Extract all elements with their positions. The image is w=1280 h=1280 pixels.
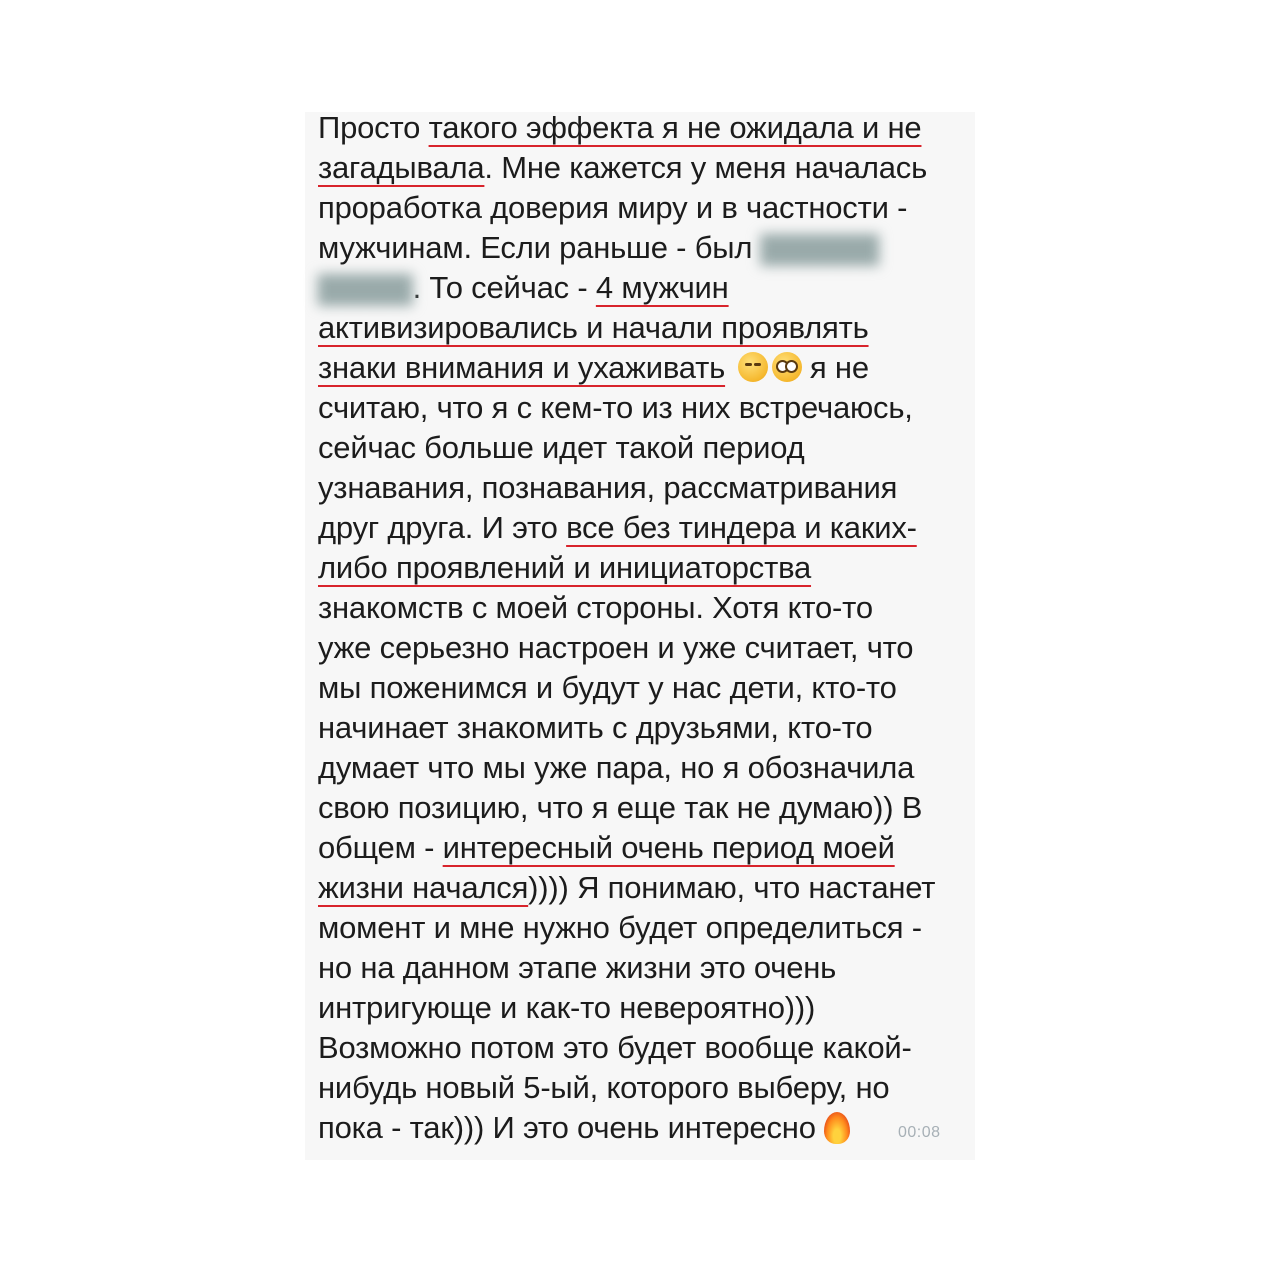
message-text: [318, 108, 978, 1148]
message-line: загадывала. Мне кажется у меня началась: [318, 150, 928, 185]
highlighted-text: 4 мужчин: [595, 270, 729, 305]
highlighted-text: загадывала: [318, 150, 485, 185]
message-line: узнавания, познавания, рассматривания: [318, 470, 898, 505]
message-line: мужчинам. Если раньше - был ▇▇▇▇▇: [318, 228, 978, 268]
redacted-text: ▇▇▇▇▇: [760, 230, 879, 265]
message-line: свою позицию, что я еще так не думаю)) В: [318, 790, 923, 825]
message-line: знаки внимания и ухаживать я не: [318, 350, 869, 385]
message-line: Возможно потом это будет вообще какой-: [318, 1030, 912, 1065]
message-line: жизни начался)))) Я понимаю, что настанет: [318, 870, 936, 905]
message-line: считаю, что я с кем-то из них встречаюсь,: [318, 390, 913, 425]
message-line: сейчас больше идет такой период: [318, 430, 805, 465]
message-line: нибудь новый 5-ый, которого выберу, но: [318, 1070, 890, 1105]
message-line: [318, 548, 978, 588]
redacted-text: ▇▇▇▇: [318, 270, 413, 305]
message-line: друг друга. И это все без тиндера и каких-: [318, 510, 917, 545]
message-line: уже серьезно настроен и уже считает, что: [318, 630, 914, 665]
highlighted-text: такого эффекта я не ожидала и не: [428, 110, 922, 145]
message-line: думает что мы уже пара, но я обозначила: [318, 750, 915, 785]
highlighted-text: интересный очень период моей: [442, 830, 895, 865]
message-line: Просто такого эффекта я не ожидала и не: [318, 110, 922, 145]
message-line: интригующе и как-то невероятно))): [318, 990, 816, 1025]
message-line: мы поженимся и будут у нас дети, кто-то: [318, 670, 897, 705]
message-line: [318, 308, 978, 348]
message-line: ▇▇▇▇. То сейчас - 4 мужчин: [318, 268, 978, 308]
highlighted-text: жизни начался: [318, 870, 529, 905]
message-line: начинает знакомить с друзьями, кто-то: [318, 710, 873, 745]
message-line: общем - интересный очень период моей: [318, 830, 895, 865]
smirking-face-icon: [738, 352, 768, 382]
message-line: знакомств с моей стороны. Хотя кто-то: [318, 590, 873, 625]
highlighted-text: все без тиндера и каких-: [566, 510, 917, 545]
highlighted-text: либо проявлений и инициаторства: [318, 550, 812, 585]
fire-icon: [824, 1112, 850, 1144]
flushed-face-icon: [772, 352, 802, 382]
message-timestamp: 00:08: [898, 1124, 941, 1141]
message-line: пока - так))) И это очень интересно: [318, 1108, 978, 1148]
message-line: момент и мне нужно будет определиться -: [318, 910, 922, 945]
highlighted-text: знаки внимания и ухаживать: [318, 350, 726, 385]
highlighted-text: активизировались и начали проявлять: [318, 310, 869, 345]
message-line: проработка доверия миру и в частности -: [318, 190, 908, 225]
message-line: но на данном этапе жизни это очень: [318, 950, 837, 985]
